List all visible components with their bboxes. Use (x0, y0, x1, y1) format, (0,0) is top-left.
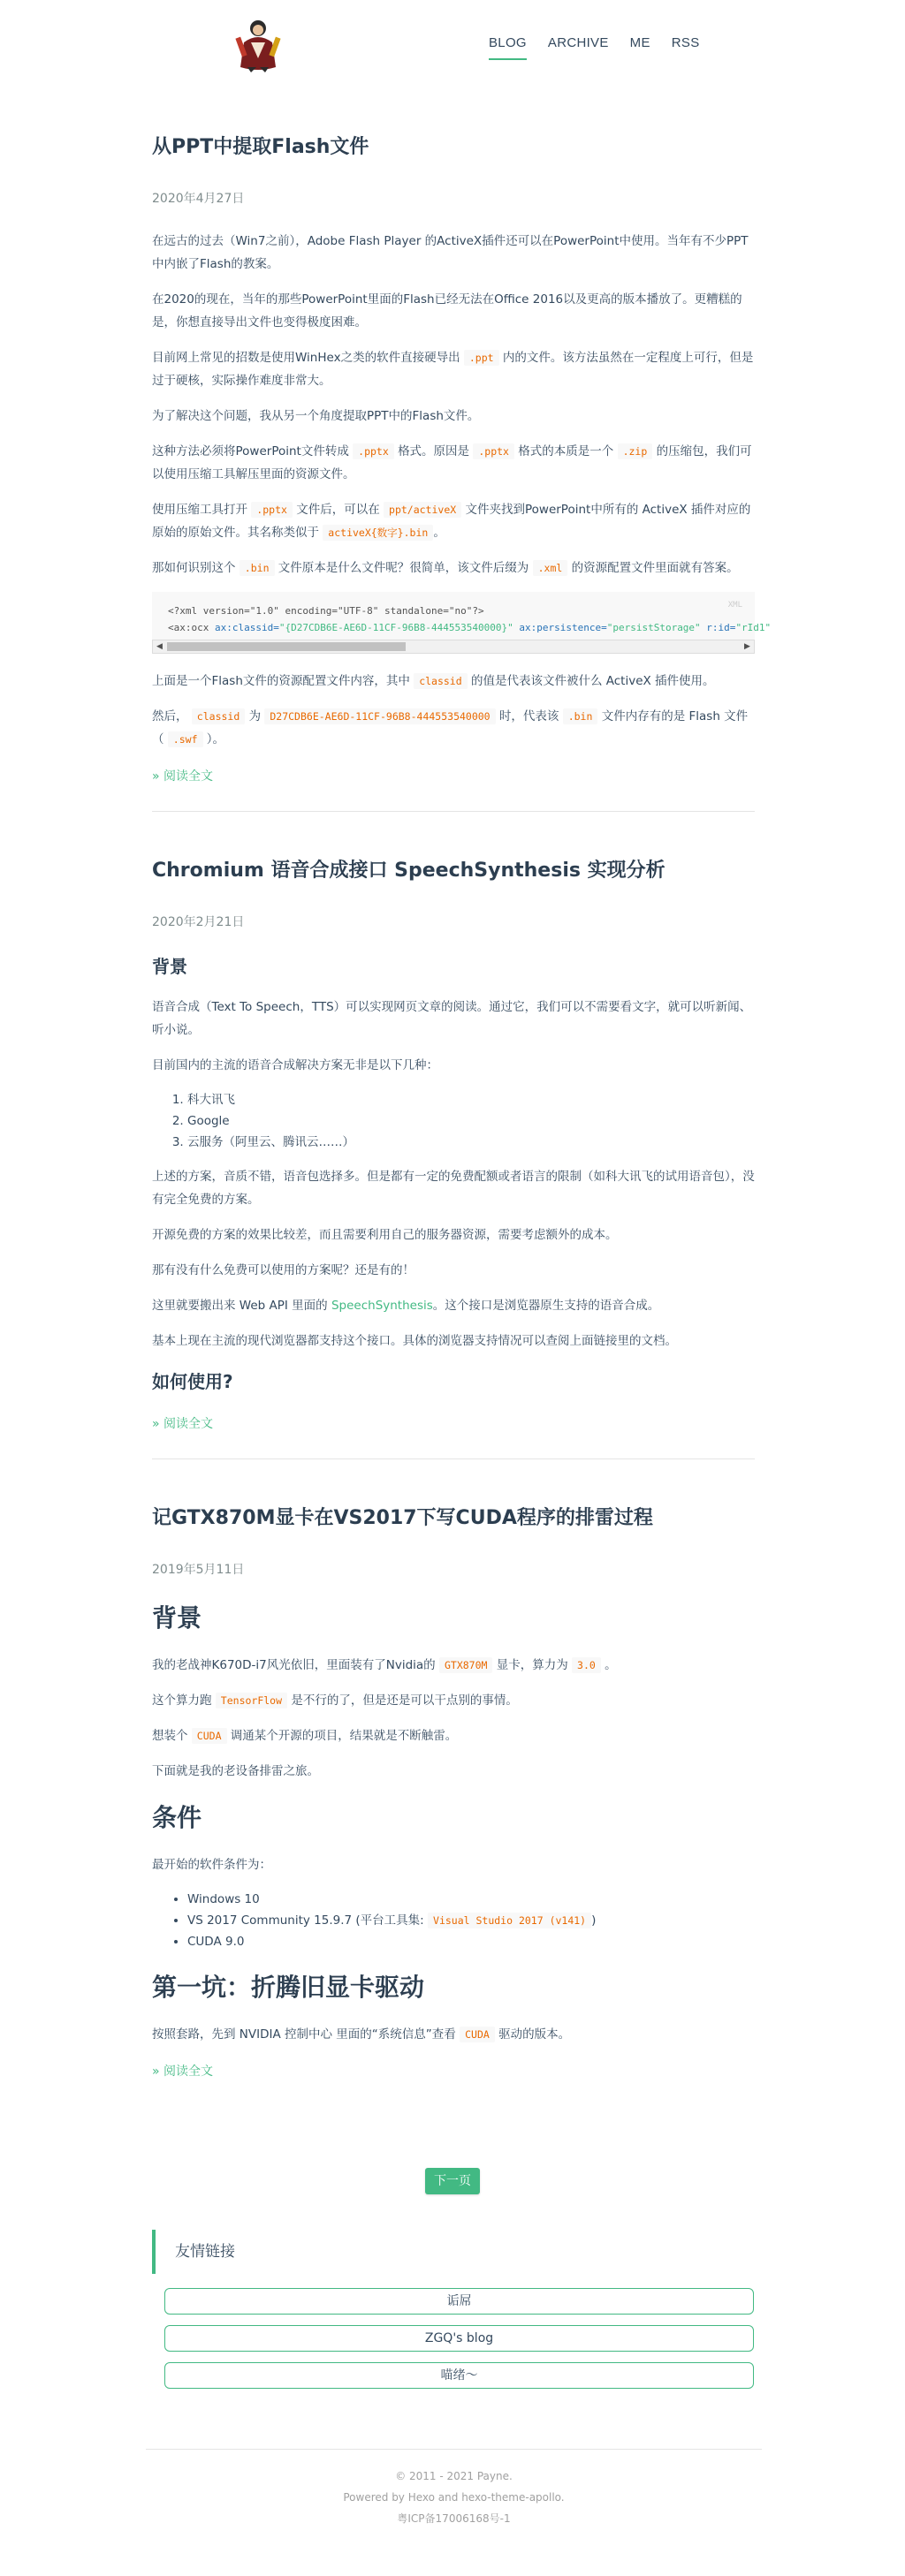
text: 那如何识别这个 (152, 561, 236, 575)
paragraph (152, 670, 755, 693)
paragraph (152, 1689, 755, 1712)
text: 。 (605, 1658, 617, 1672)
text: ）。 (206, 732, 225, 746)
paragraph (152, 346, 755, 392)
inline-code: 3.0 (572, 1657, 601, 1673)
inline-code: .pptx (473, 443, 514, 459)
text: 文件夹找到PowerPoint中所有的 ActiveX 插件对应的原始的原始文件。其名称类似于 (152, 503, 751, 540)
scrollbar-thumb[interactable] (167, 642, 406, 651)
inline-code: activeX{数字}.bin (323, 525, 433, 541)
text: 这里就要搬出来 Web API 里面的 (152, 1299, 331, 1313)
inline-code: classid (414, 673, 467, 689)
code-content (152, 602, 772, 640)
paragraph (152, 705, 755, 751)
paragraph: 在2020的现在，当年的那些PowerPoint里面的Flash已经无法在Office 2016以及更高的版本播放了。更糟糕的是，你想直接导出文件也变得极度困难。 (152, 292, 742, 330)
paragraph: 那有没有什么免费可以使用的方案呢？还是有的！ (152, 1263, 414, 1277)
friend-links-section (152, 2230, 755, 2449)
list-item: • CUDA 9.0 (187, 1931, 755, 1952)
text: 这种方法必须将PowerPoint文件转成 (152, 444, 349, 458)
paragraph (152, 1724, 755, 1747)
text: 按照套路，先到 NVIDIA 控制中心 里面的“系统信息”查看 (152, 2027, 456, 2042)
paragraph: 语音合成（Text To Speech，TTS）可以实现网页文章的阅读。通过它，我们可以不需要看文字，就可以听新闻、听小说。 (152, 1000, 752, 1037)
text: 的资源配置文件里面就有答案。 (571, 561, 739, 575)
section-heading: 背景 (152, 956, 187, 977)
text: 格式的本质是一个 (518, 444, 614, 458)
nav-blog[interactable]: BLOG (489, 32, 527, 60)
inline-code: ppt/activeX (384, 502, 461, 518)
horizontal-scrollbar[interactable] (152, 640, 755, 654)
text: 然后， (152, 709, 188, 724)
paragraph (152, 2023, 755, 2046)
section-heading: 条件 (152, 1803, 202, 1832)
post-date: 2019年5月11日 (152, 1563, 245, 1577)
text: 驱动的版本。 (498, 2027, 571, 2042)
inline-code: .xml (533, 560, 568, 576)
list-item: 1. 科大讯飞 (187, 1089, 755, 1110)
code-token: "rId1" (735, 622, 772, 633)
post-date: 2020年2月21日 (152, 915, 245, 929)
list-item: 3. 云服务（阿里云、腾讯云……） (187, 1132, 755, 1153)
inline-code: TensorFlow (216, 1693, 287, 1708)
text: VS 2017 Community 15.9.7 (平台工具集: (187, 1913, 429, 1928)
post-title[interactable]: 记GTX870M显卡在VS2017下写CUDA程序的排雷过程 (152, 1507, 653, 1529)
text: 使用压缩工具打开 (152, 503, 247, 517)
inline-code: .ppt (464, 350, 499, 366)
inline-code: .bin (563, 708, 598, 724)
code-token: "persistStorage" (606, 622, 701, 633)
unordered-list (187, 1889, 755, 1952)
inline-code: CUDA (460, 2027, 495, 2042)
paragraph (152, 557, 755, 580)
header (0, 0, 905, 88)
code-token: "{D27CDB6E-AE6D-11CF-96B8-444553540000}" (278, 622, 513, 633)
friend-links-title: 友情链接 (152, 2230, 755, 2274)
text: 想装个 (152, 1729, 188, 1743)
paragraph: 最开始的软件条件为： (152, 1858, 271, 1872)
next-page-button[interactable]: 下一页 (425, 2168, 480, 2194)
post-item (152, 88, 772, 812)
text: 内的文件。该方法虽然在一定程度上可行，但是过于硬核，实际操作难度非常大。 (152, 351, 754, 388)
text: 时，代表该 (498, 709, 559, 724)
text: 文件内存有的是 Flash 文件（ (152, 709, 749, 746)
paragraph: 目前国内的主流的语音合成解决方案无非是以下几种： (152, 1058, 438, 1072)
inline-code: .swf (168, 731, 203, 747)
code-token: r:id= (700, 622, 736, 633)
post-date: 2020年4月27日 (152, 192, 245, 206)
section-heading: 背景 (152, 1603, 202, 1633)
text: 上面是一个Flash文件的资源配置文件内容，其中 (152, 674, 410, 688)
avatar-logo-icon[interactable] (232, 16, 285, 72)
read-more-link[interactable]: » 阅读全文 (152, 769, 214, 784)
read-more-link[interactable]: » 阅读全文 (152, 1417, 214, 1431)
paragraph (152, 498, 755, 544)
inline-code: .zip (618, 443, 653, 459)
footer (146, 2449, 762, 2529)
paragraph: 开源免费的方案的效果比较差，而且需要利用自己的服务器资源，需要考虑额外的成本。 (152, 1228, 618, 1242)
post-list (152, 88, 772, 2106)
main-nav (489, 32, 721, 60)
inline-code: .bin (240, 560, 275, 576)
footer-icp[interactable]: 粤ICP备17006168号-1 (397, 2512, 511, 2525)
friend-link[interactable]: 喵绪～ (164, 2362, 754, 2389)
scroll-left-arrow-icon[interactable]: ◀ (156, 642, 163, 651)
code-language-label: XML (727, 601, 742, 610)
scroll-right-arrow-icon[interactable]: ▶ (744, 642, 750, 651)
code-block (152, 592, 772, 654)
text: 我的老战神K670D-i7风光依旧，里面装有了Nvidia的 (152, 1658, 436, 1672)
text: 。这个接口是浏览器原生支持的语音合成。 (432, 1299, 660, 1313)
paragraph (152, 1294, 755, 1317)
post-item (152, 1459, 755, 2106)
text: 显卡，算力为 (496, 1658, 568, 1672)
paragraph: 下面就是我的老设备排雷之旅。 (152, 1764, 319, 1778)
post-title[interactable]: Chromium 语音合成接口 SpeechSynthesis 实现分析 (152, 860, 665, 882)
text: 为 (248, 709, 262, 724)
inline-code: CUDA (192, 1728, 227, 1744)
list-item: • Windows 10 (187, 1889, 755, 1910)
list-item: 2. Google (187, 1110, 755, 1132)
pagination (0, 2106, 905, 2230)
read-more-link[interactable]: » 阅读全文 (152, 2065, 214, 2079)
text: 这个算力跑 (152, 1693, 212, 1708)
inline-code: classid (192, 708, 245, 724)
paragraph: 为了解决这个问题，我从另一个角度提取PPT中的Flash文件。 (152, 409, 480, 423)
inline-code: Visual Studio 2017 (v141) (428, 1913, 591, 1928)
text: 的压缩包，我们可以使用压缩工具解压里面的资源文件。 (152, 444, 752, 481)
code-line: <?xml version="1.0" encoding="UTF-8" standalone="no"?> (168, 605, 484, 617)
text: 的值是代表该文件被什么 ActiveX 插件使用。 (470, 674, 715, 688)
paragraph: 在远古的过去（Win7之前），Adobe Flash Player 的ActiveX插件还可以在PowerPoint中使用。当年有不少PPT中内嵌了Flash的教案。 (152, 234, 749, 271)
inline-code: D27CDB6E-AE6D-11CF-96B8-444553540000 (264, 708, 495, 724)
list-item (187, 1910, 755, 1931)
inline-code: .pptx (353, 443, 394, 459)
paragraph (152, 1654, 755, 1677)
footer-copyright: © 2011 - 2021 Payne. (395, 2470, 513, 2482)
post-item (152, 812, 755, 1459)
text: 格式。原因是 (398, 444, 470, 458)
paragraph: 上述的方案，音质不错，语音包选择多。但是都有一定的免费配额或者语言的限制（如科大讯飞的试用语音包），没有完全免费的方案。 (152, 1170, 755, 1207)
text: 目前网上常见的招数是使用WinHex之类的软件直接硬导出 (152, 351, 460, 365)
post-title[interactable]: 从PPT中提取Flash文件 (152, 136, 369, 158)
section-heading: 如何使用? (152, 1371, 233, 1392)
text: ) (591, 1913, 597, 1928)
text: 是不行的了，但是还是可以干点别的事情。 (291, 1693, 518, 1708)
text: 调通某个开源的项目，结果就是不断触雷。 (230, 1729, 458, 1743)
code-token: ax:classid= (214, 622, 279, 633)
friend-link[interactable]: 诟屌 (164, 2288, 754, 2315)
paragraph (152, 440, 755, 486)
text: 。 (433, 526, 445, 540)
paragraph: 基本上现在主流的现代浏览器都支持这个接口。具体的浏览器支持情况可以查阅上面链接里的文档。 (152, 1334, 677, 1348)
nav-rss[interactable]: RSS (671, 35, 700, 50)
nav-archive[interactable]: ARCHIVE (547, 35, 609, 50)
text: 文件原本是什么文件呢？很简单，该文件后缀为 (278, 561, 529, 575)
inline-code: GTX870M (439, 1657, 492, 1673)
ordered-list (187, 1089, 755, 1153)
text: 文件后，可以在 (296, 503, 380, 517)
inline-code: .pptx (251, 502, 293, 518)
code-token: ax:persistence= (513, 622, 607, 633)
speechsynthesis-link[interactable]: SpeechSynthesis (331, 1299, 433, 1313)
code-token: <ax:ocx (168, 622, 215, 633)
friend-link[interactable]: ZGQ's blog (164, 2325, 754, 2352)
footer-powered-by[interactable]: Powered by Hexo and hexo-theme-apollo. (343, 2491, 565, 2504)
nav-me[interactable]: ME (629, 35, 650, 50)
section-heading: 第一坑：折腾旧显卡驱动 (152, 1973, 425, 2002)
